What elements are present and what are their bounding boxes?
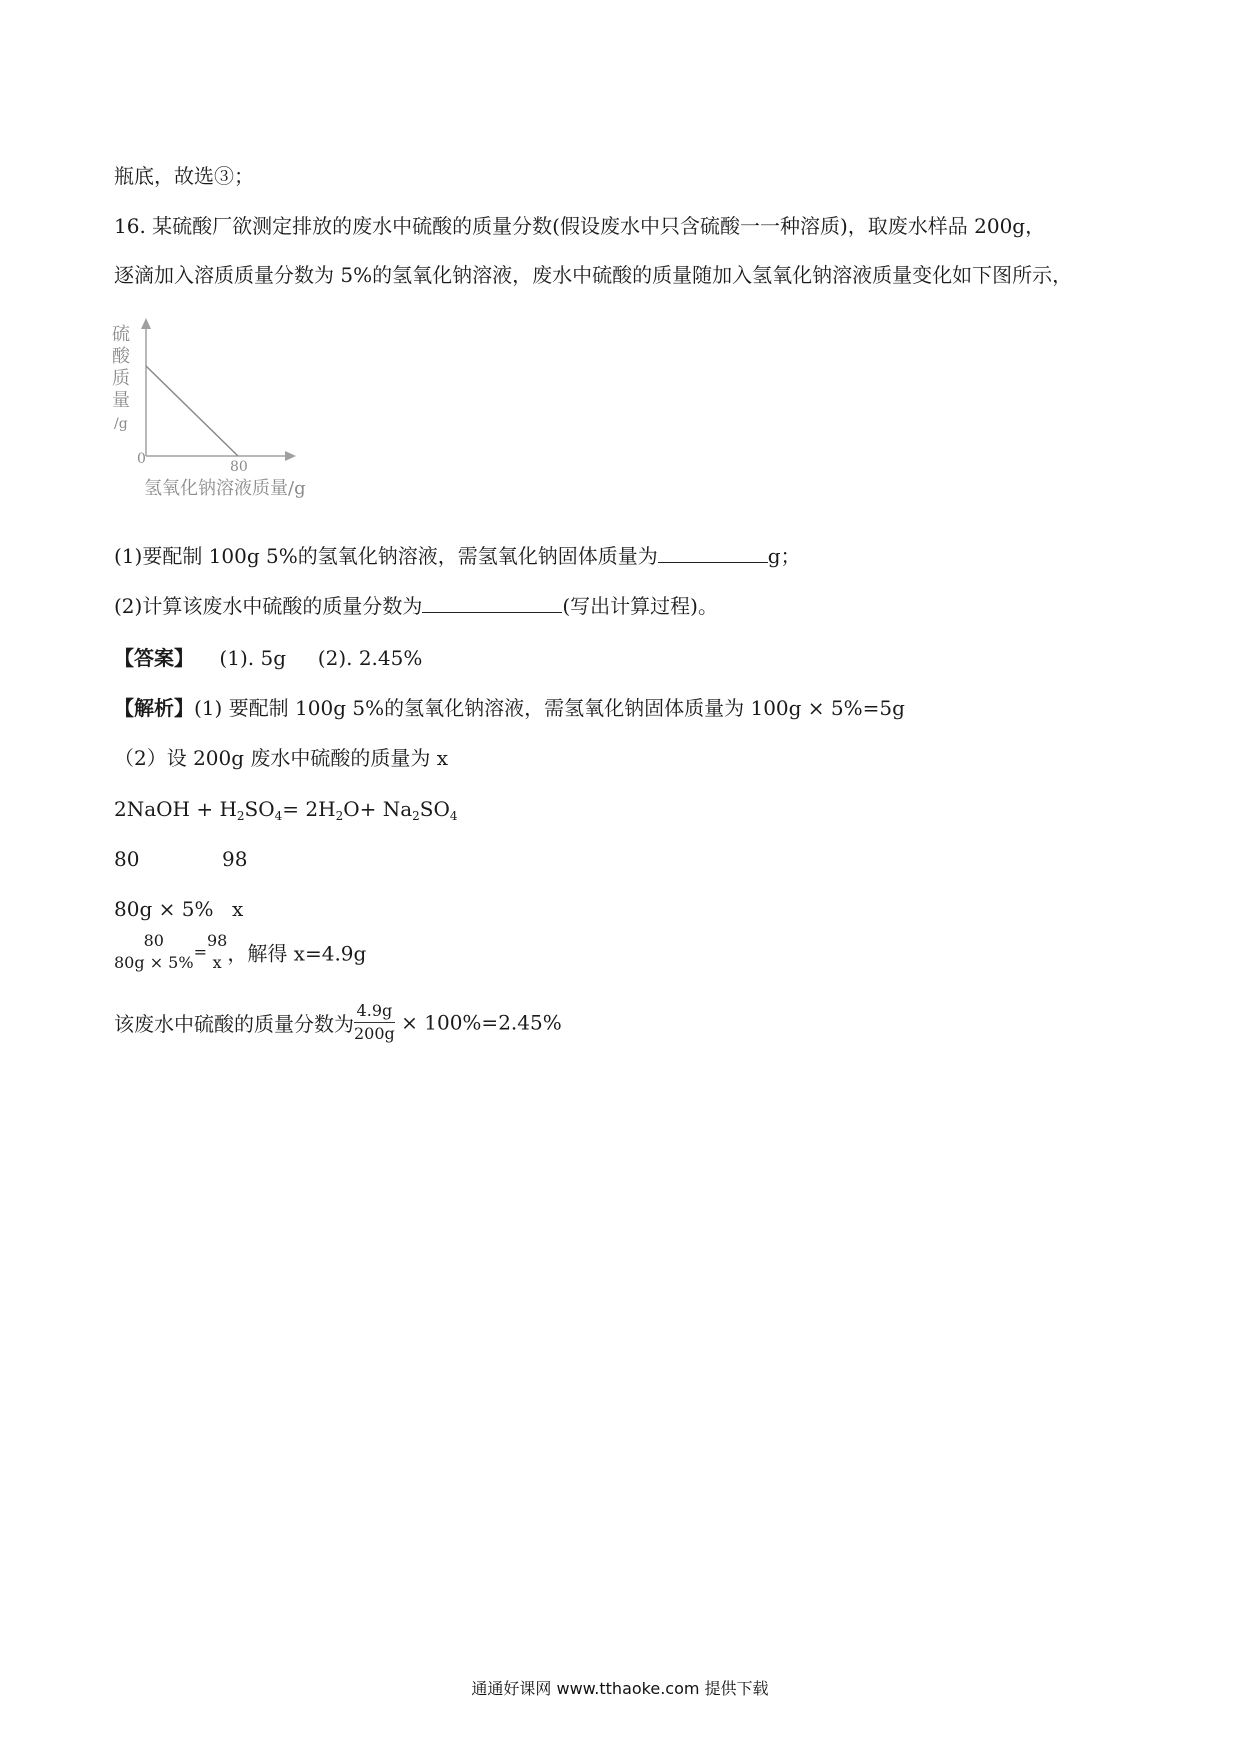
y-axis-label-char: 硫 [112,324,130,345]
eq-subscript: 4 [449,809,458,823]
analysis-line-2: （2）设 200g 废水中硫酸的质量为 x [114,746,449,770]
eq-part: O+ Na [343,797,413,821]
final-result: × 100%=2.45% [394,1010,562,1035]
sub-question-1-text: (1)要配制 100g 5%的氢氧化钠溶液，需氢氧化钠固体质量为 [114,544,658,568]
ratio-right: 98 [222,847,248,871]
final-numerator: 4.9g [356,1001,393,1020]
eq-subscript: 4 [274,809,283,823]
eq-part: 2NaOH + H [114,797,237,821]
eq-subscript: 2 [236,809,245,823]
chemical-equation [114,796,458,829]
ratio-line [114,846,247,872]
answer-line [114,645,422,671]
footer-credit: 通通好课网 www.tthaoke.com 提供下载 [471,1679,769,1698]
eq-part: SO [244,797,275,821]
x-axis-arrow [285,451,296,461]
analysis-label: 【解析】 [114,696,194,720]
eq-subscript: 2 [335,809,344,823]
analysis-line-1 [114,695,905,721]
sub-question-2-note: (写出计算过程)。 [562,594,718,618]
fraction-1-numerator: 80 [143,931,164,950]
proportion-line [114,930,366,974]
final-denominator: 200g [354,1024,395,1043]
fraction-2-denominator: x [212,953,222,972]
fraction-2-numerator: 98 [206,931,228,950]
mass-left: 80g × 5% [114,897,214,921]
eq-part: SO [419,797,450,821]
sub-question-2-text: (2)计算该废水中硫酸的质量分数为 [114,594,423,618]
answer-blank-2[interactable] [422,592,562,613]
eq-subscript: 2 [412,809,420,823]
sub-question-1 [114,542,801,569]
fraction-1 [114,930,194,974]
sulfuric-acid-chart [112,318,312,508]
previous-answer-line: 瓶底，故选③； [114,164,254,188]
final-fraction [354,1000,395,1045]
y-axis-label [112,324,131,432]
mass-line [114,896,243,922]
origin-label: 0 [137,451,146,467]
final-line [114,1000,562,1045]
mass-right: x [232,897,244,921]
fraction-1-denominator: 80g × 5% [114,953,194,972]
sub-question-1-unit: g； [767,544,801,568]
y-axis-label-char: 量 [112,390,130,411]
series-line [146,366,238,456]
eq-part: = 2H [282,797,336,821]
question-line-1: 16. 某硫酸厂欲测定排放的废水中硫酸的质量分数(假设废水中只含硫酸一一种溶质)，取废水样品 200g， [114,214,1046,238]
fraction-2 [207,930,227,974]
fraction-equals: = [193,942,207,962]
answer-text: (1). 5g (2). 2.45% [194,646,423,670]
solve-text: ，解得 x=4.9g [227,941,367,966]
answer-blank-1[interactable] [658,542,768,563]
answer-label: 【答案】 [114,646,194,670]
sub-question-2 [114,592,718,619]
analysis-text-1: (1) 要配制 100g 5%的氢氧化钠溶液，需氢氧化钠固体质量为 100g × 5%=5g [194,696,905,720]
ratio-left: 80 [114,847,140,871]
y-axis-arrow [141,318,151,329]
question-line-2: 逐滴加入溶质质量分数为 5%的氢氧化钠溶液，废水中硫酸的质量随加入氢氧化钠溶液质量变化如下图所示， [114,263,1073,287]
x-tick-label: 80 [230,459,248,475]
y-axis-label-char: 酸 [112,346,130,367]
y-axis-label-char: 质 [112,368,130,389]
final-text: 该废水中硫酸的质量分数为 [114,1012,354,1036]
y-axis-unit: /g [114,416,128,432]
x-axis-label: 氢氧化钠溶液质量/g [144,478,306,499]
